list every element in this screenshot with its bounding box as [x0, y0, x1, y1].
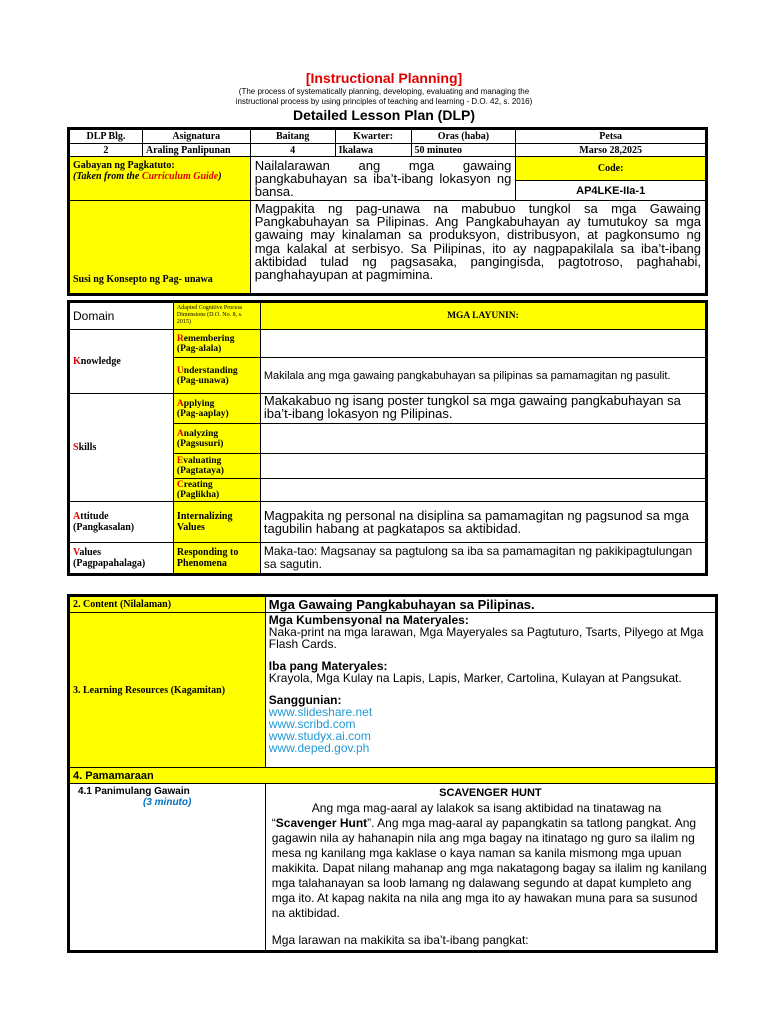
- skills-domain: [70, 394, 174, 502]
- gabayan-note-pre: (Taken from the: [73, 171, 142, 182]
- reference-link[interactable]: www.scribd.com: [268, 717, 356, 731]
- susi-label: Susi ng Konsepto ng Pag- unawa: [70, 201, 251, 294]
- scavenger-para-2-text: ”. Ang mga mag-aaral ay papangkatin sa tatlong pangkat. Ang gagawin nila ay hahanapin nila ang mga bagay na itinatago ng guro sa ilalim ng mesa ng kanilang mga kaklase o kaya naman sa kanila mismong mga upuan makikita. Dapat nilang mahanap ang mga nakatagong bagay sa ilalim ng kanilang mga talahanayan sa loob lamang ng dalawang segundo at dapat kumpleto ang mga ito. At kapag nakita na nila ang mga ito ay hawakan muna para sa susunod na aktibidad.: [271, 816, 707, 920]
- values-domain: [70, 543, 174, 574]
- reference-link[interactable]: www.studyx.ai.com: [268, 729, 371, 743]
- oras-header: Oras (haba): [411, 130, 516, 144]
- scavenger-para-1: Ang mga mag-aaral ay lalakok sa isang aktibidad na tinatawag na: [311, 801, 662, 815]
- creating-cell: [173, 479, 260, 502]
- gabayan-note-curriculum: Curriculum Guide: [141, 171, 219, 182]
- evaluating-text: [260, 454, 705, 479]
- gabayan-note-post: ): [218, 171, 222, 182]
- creating-text: [260, 479, 705, 502]
- petsa-value: Marso 28,2025: [516, 144, 706, 157]
- analyzing-text: [260, 424, 705, 454]
- pamamaraan-label: 4. Pamamaraan: [70, 768, 716, 784]
- values-sub: (Pagpapahalaga): [73, 558, 146, 569]
- evaluating-rest: valuating: [183, 456, 222, 466]
- subtitle-line-1: (The process of systematically planning, developing, evaluating and managing the: [238, 87, 530, 96]
- reference-link[interactable]: www.deped.gov.ph: [268, 741, 370, 755]
- gabayan-label: Gabayan ng Pagkatuto:: [73, 160, 175, 171]
- understanding-cell: [173, 358, 260, 394]
- page-title: Detailed Lesson Plan (DLP): [292, 107, 476, 123]
- asignatura-header: Asignatura: [142, 130, 250, 144]
- panimula-label: 4.1 Panimulang Gawain: [78, 786, 190, 797]
- objectives-table: [69, 302, 706, 574]
- susi-text: Magpakita ng pag-unawa na mabubuo tungkol sa mga Gawaing Pangkabuhayan sa Pilipinas. Ang Pangkabuhayan ay tumutukoy sa mga gawaing may kinalaman sa produksyon, distribusyon, at pagkonsumo ng mga kalakal at serbisyo. Sa Pilipinas, ito ay nagpapakilala sa iba’t-ibang aktibidad tulad ng pagsasaka, pangingisda, pagtotroso, paghahabi, panghahayupan at pagmimina.: [250, 201, 705, 294]
- kumbensyonal-text: Naka-print na mga larawan, Mga Mayeryales sa Pagtuturo, Tsarts, Pilyego at Mga Flash Cards.: [268, 625, 704, 651]
- understanding-initial: U: [176, 365, 184, 376]
- knowledge-initial: K: [73, 356, 81, 367]
- analyzing-initial: A: [176, 428, 184, 439]
- remembering-rest: emembering: [183, 333, 235, 344]
- code-value: AP4LKE-IIa-1: [516, 181, 706, 201]
- gabayan-text: Nailalarawan ang mga gawaing pangkabuhayan sa iba’t-ibang lokasyon ng bansa.: [250, 157, 516, 201]
- skills-rest: kills: [78, 442, 97, 453]
- scavenger-para-3: Mga larawan na makikita sa iba’t-ibang pangkat:: [271, 933, 529, 947]
- sanggunian-title: Sanggunian:: [268, 693, 342, 707]
- instructional-planning-subtitle: [0, 87, 768, 107]
- domain-label: Domain: [70, 303, 174, 330]
- responding-cell: Responding to Phenomena: [173, 543, 260, 574]
- values-initial: V: [73, 547, 80, 558]
- baitang-value: 4: [250, 144, 335, 157]
- analyzing-rest: nalyzing: [183, 428, 219, 439]
- applying-rest: pplying: [183, 398, 215, 409]
- resources-label: 3. Learning Resources (Kagamitan): [70, 613, 266, 768]
- scavenger-title: SCAVENGER HUNT: [439, 787, 542, 799]
- content-table: [69, 596, 716, 951]
- subtitle-line-2: instructional process by using principles of teaching and learning - D.O. 42, s. 2016): [235, 97, 533, 106]
- applying-text: Makakabuo ng isang poster tungkol sa mga gawaing pangkabuhayan sa iba’t-ibang lokasyon ng Pilipinas.: [260, 394, 705, 424]
- panimula-cell: [70, 784, 266, 951]
- remembering-sub: (Pag-alala): [176, 343, 222, 354]
- applying-initial: A: [176, 398, 184, 409]
- knowledge-domain: [70, 330, 174, 394]
- baitang-header: Baitang: [250, 130, 335, 144]
- understanding-rest: nderstanding: [183, 365, 238, 376]
- values-rest: alues: [79, 547, 101, 558]
- dlp-value: 2: [70, 144, 143, 157]
- analyzing-sub: (Pagsusuri): [176, 438, 224, 449]
- gabayan-note: [73, 171, 247, 182]
- attitude-sub: (Pangkasalan): [73, 522, 135, 533]
- panimula-time: (3 minuto): [143, 797, 192, 808]
- kwarter-value: Ikalawa: [335, 144, 411, 157]
- understanding-sub: (Pag-unawa): [176, 375, 229, 386]
- remembering-initial: R: [176, 333, 184, 344]
- remembering-text: [260, 330, 705, 358]
- kwarter-header: Kwarter:: [335, 130, 411, 144]
- evaluating-sub: (Pagtataya): [176, 466, 224, 476]
- info-table: [69, 129, 706, 294]
- scavenger-para-2: [272, 816, 709, 921]
- scavenger-cell: [265, 784, 715, 951]
- evaluating-initial: E: [176, 456, 184, 466]
- oras-value: 50 minuteo: [411, 144, 516, 157]
- adapted-label: Adapted Cognitive Process Dimensions (D.O. No. 8, s. 2015): [173, 303, 260, 330]
- attitude-text: Magpakita ng personal na disiplina sa pamamagitan ng pagsunod sa mga tagubilin habang at pagkatapos sa aktibidad.: [260, 502, 705, 543]
- resources-cell: [265, 613, 715, 768]
- instructional-planning-title: [Instructional Planning]: [305, 70, 463, 86]
- creating-initial: C: [176, 480, 184, 490]
- evaluating-cell: [173, 454, 260, 479]
- applying-cell: [173, 394, 260, 424]
- analyzing-cell: [173, 424, 260, 454]
- scavenger-quote-open: “: [271, 816, 276, 830]
- reference-link[interactable]: www.slideshare.net: [268, 705, 373, 719]
- petsa-header: Petsa: [516, 130, 706, 144]
- remembering-cell: [173, 330, 260, 358]
- creating-rest: reating: [183, 480, 213, 490]
- content-label: 2. Content (Nilalaman): [70, 597, 266, 613]
- dlp-header: DLP Blg.: [70, 130, 143, 144]
- understanding-text: Makilala ang mga gawaing pangkabuhayan sa pilipinas sa pamamagitan ng pasulit.: [260, 358, 705, 394]
- layunin-label: MGA LAYUNIN:: [260, 303, 705, 330]
- scavenger-bold: Scavenger Hunt: [275, 816, 368, 830]
- kumbensyonal-title: Mga Kumbensyonal na Materyales:: [268, 613, 469, 627]
- content-text: Mga Gawaing Pangkabuhayan sa Pilipinas.: [265, 597, 715, 613]
- internalizing-cell: Internalizing Values: [173, 502, 260, 543]
- iba-title: Iba pang Materyales:: [268, 659, 388, 673]
- skills-initial: S: [73, 442, 79, 453]
- code-label: Code:: [516, 157, 706, 181]
- asignatura-value: Araling Panlipunan: [142, 144, 250, 157]
- attitude-rest: ttitude: [80, 511, 109, 522]
- gabayan-label-cell: [70, 157, 251, 201]
- attitude-domain: [70, 502, 174, 543]
- info-value-row: [70, 144, 706, 157]
- attitude-initial: A: [73, 511, 81, 522]
- creating-sub: (Paglikha): [176, 490, 220, 500]
- values-text: Maka-tao: Magsanay sa pagtulong sa iba sa pamamagitan ng pakikipagtulungan sa sagutin.: [260, 543, 705, 574]
- knowledge-rest: nowledge: [80, 356, 121, 367]
- info-header-row: [70, 130, 706, 144]
- applying-sub: (Pag-aaplay): [176, 408, 229, 419]
- iba-text: Krayola, Mga Kulay na Lapis, Lapis, Marker, Cartolina, Kulayan at Pangsukat.: [268, 671, 682, 685]
